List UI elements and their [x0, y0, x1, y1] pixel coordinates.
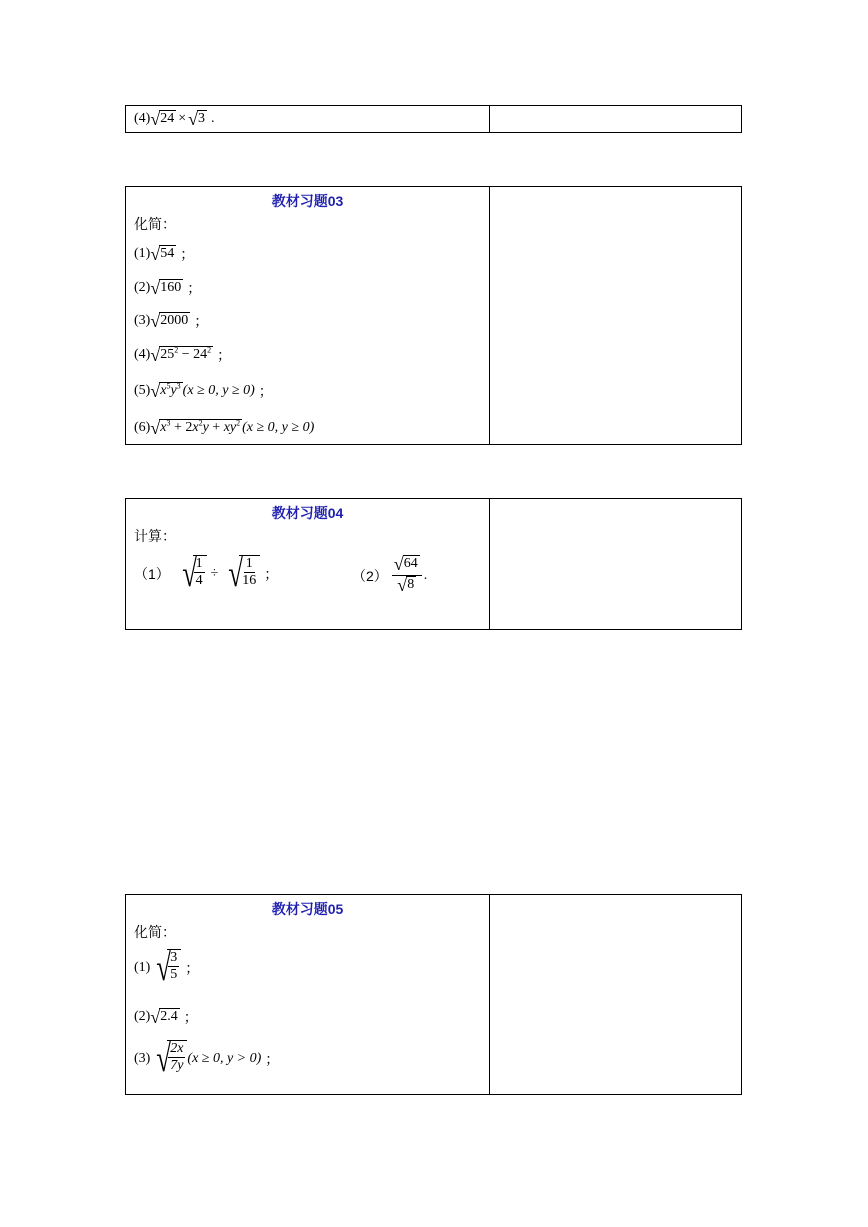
exercise-table-03 [125, 186, 742, 445]
exercise-table-05 [125, 894, 742, 1095]
problem-line: (3) √ $\frac{2x}{7y}$ (x ≥ 0, y > 0) ； [134, 1038, 280, 1080]
problem-line: (2) √ 2.4 ； [134, 1007, 198, 1027]
problem-line: (6) √ $x^3 + 2x^2y + xy^2$ (x ≥ 0, y ≥ 0) [134, 418, 315, 438]
exercise-title: 教材习题03 [271, 193, 344, 209]
column-divider [489, 499, 490, 629]
exercise-table-1 [125, 105, 742, 133]
problem-line: (4) √ $25^2 - 24^2$ ； [134, 345, 232, 365]
problem-line: （2） √ 64 √ 8 . [352, 554, 428, 596]
instruction: 计算： [134, 528, 176, 544]
instruction: 化简： [134, 924, 176, 940]
problem-line: (4) √ 24 × √ 3 . [134, 109, 215, 129]
problem-line: (1) √ $\frac{3}{5}$ ； [134, 947, 200, 989]
column-divider [489, 895, 490, 1094]
item-label: (4) [134, 111, 151, 126]
column-divider [489, 106, 490, 132]
problem-line: (3) √ 2000 ； [134, 311, 209, 331]
column-divider [489, 187, 490, 444]
exercise-title: 教材习题05 [271, 901, 344, 917]
problem-line: (1) √ 54 ； [134, 244, 195, 264]
exercise-title: 教材习题04 [271, 505, 344, 521]
problem-line: (2) √ 160 ； [134, 278, 202, 298]
math-expression: √ 24 × √ 3 [150, 109, 206, 129]
exercise-table-04 [125, 498, 742, 630]
problem-line: （1） √ $\frac{1}{4}$ ÷ √ $\frac{1}{16}$ ； [134, 553, 279, 595]
problem-line: (5) √ $x^5y^3$ (x ≥ 0, y ≥ 0) ； [134, 381, 273, 401]
instruction: 化简： [134, 216, 176, 232]
